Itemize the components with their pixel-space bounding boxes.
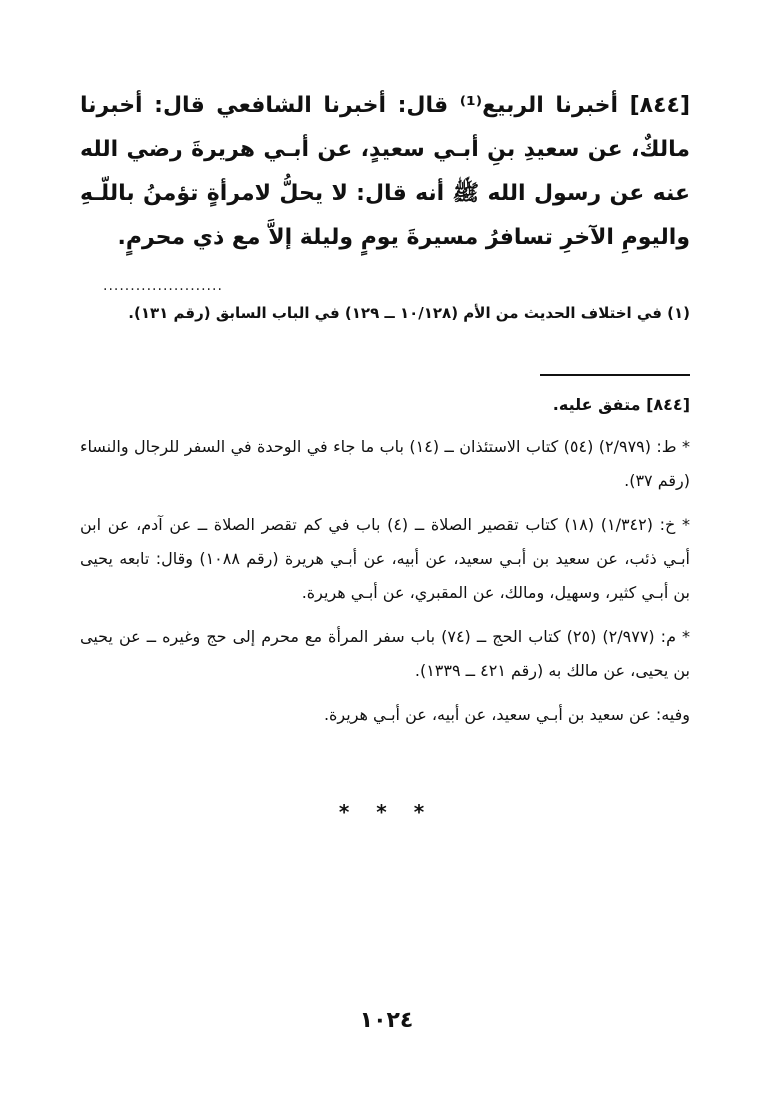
section-divider: [540, 374, 690, 376]
takhrij-entry-bukhari: * خ: (١/٣٤٢) (١٨) كتاب تقصير الصلاة ــ (٤) باب في كم تقصر الصلاة ــ عن آدم، عن ابن أبـي ذئب، عن سعيد بن أبـي سعيد، عن أبيه، عن أبـي هريرة (رقم ١٠٨٨) وقال: تابعه يحيى بن أبـي كثير، وسهيل، ومالك، عن المقبري، عن أبـي هريرة.: [80, 515, 690, 602]
takhrij-heading: [٨٤٤] متفق عليه.: [552, 395, 690, 414]
takhrij-section: [80, 388, 690, 742]
footnote-1: (١) في اختلاف الحديث من الأم (١٠/١٢٨ ــ ١٢٩) في الباب السابق (رقم ١٣١).: [128, 304, 690, 322]
takhrij-entry-note: وفيه: عن سعيد بن أبـي سعيد، عن أبيه، عن أبـي هريرة.: [323, 705, 690, 724]
takhrij-entry-muslim: * م: (٢/٩٧٧) (٢٥) كتاب الحج ــ (٧٤) باب سفر المرأة مع محرم إلى حج وغيره ــ عن يحيى بن يحيى، عن مالك به (رقم ٤٢١ ــ ١٣٣٩).: [80, 627, 691, 680]
footnote-separator-dots: ......................: [103, 278, 223, 294]
page-number: ١٠٢٤: [359, 1008, 414, 1033]
hadith-paragraph: [٨٤٤] أخبرنا الربيع⁽¹⁾ قال: أخبرنا الشافعي قال: أخبرنا مالكٌ، عن سعيدِ بنِ أبـي سعيدٍ، عن أبـي هريرةَ رضي الله عنه عن رسول الله ﷺ أنه قال: لا يحلُّ لامرأةٍ تؤمنُ باللّـهِ واليومِ الآخرِ تسافرُ مسيرةَ يومٍ وليلة إلاَّ مع ذي محرمٍ.: [80, 93, 691, 250]
section-end-ornament: * * *: [338, 800, 435, 824]
takhrij-entry-muwatta: * ط: (٢/٩٧٩) (٥٤) كتاب الاستئذان ــ (١٤) باب ما جاء في الوحدة في السفر للرجال والنساء (رقم ٣٧).: [80, 437, 690, 490]
